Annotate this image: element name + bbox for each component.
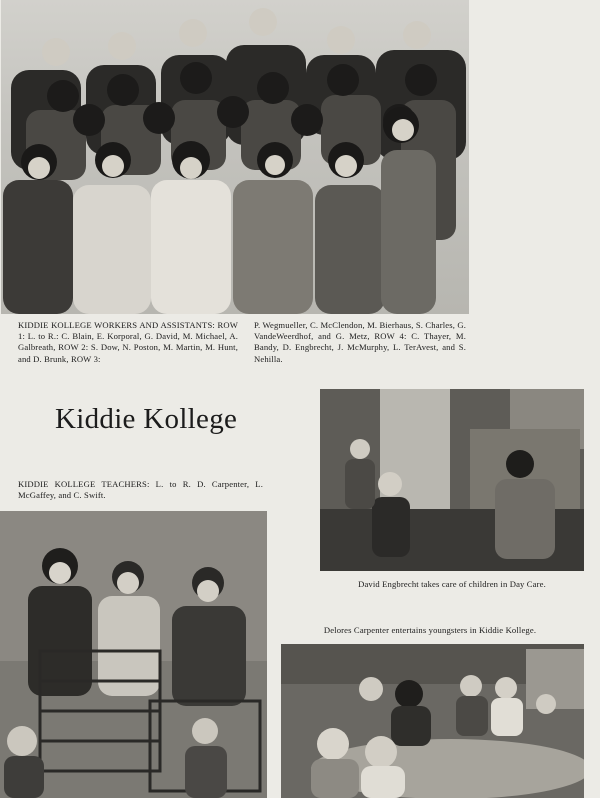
kiddie-kollege-photo [281,644,584,798]
classroom-scene-icon [281,644,584,798]
day-care-photo [320,389,584,571]
workers-group-photo [1,0,469,314]
day-care-scene-icon [320,389,584,571]
kiddie-kollege-caption: Delores Carpenter entertains youngsters in Kiddie Kollege. [323,625,537,635]
page-title: Kiddie Kollege [55,403,238,435]
workers-caption-left: KIDDIE KOLLEGE WORKERS AND ASSISTANTS: ROW 1: L. to R.: C. Blain, E. Korporal, G. David, M. Michael, A. Galbreath, ROW 2: S. Dow, N. Poston, M. Martin, M. Hunt, and D. Brunk, ROW 3: [18,320,238,364]
teachers-photo [0,511,267,798]
workers-caption-right: P. Wegmueller, C. McClendon, M. Bierhaus, S. Charles, G. VandeWeerdhof, and G. Metz, ROW 4: C. Thayer, M. Bandy, D. Engbrecht, J. McMurphy, L. TerAvest, and S. Nehilla. [254,320,466,364]
day-care-caption: David Engbrecht takes care of children in Day Care. [358,579,546,589]
teachers-caption: KIDDIE KOLLEGE TEACHERS: L. to R. D. Carpenter, L. McGaffey, and C. Swift. [18,479,263,501]
teachers-scene-icon [0,511,267,798]
group-portrait-icon [1,0,469,314]
